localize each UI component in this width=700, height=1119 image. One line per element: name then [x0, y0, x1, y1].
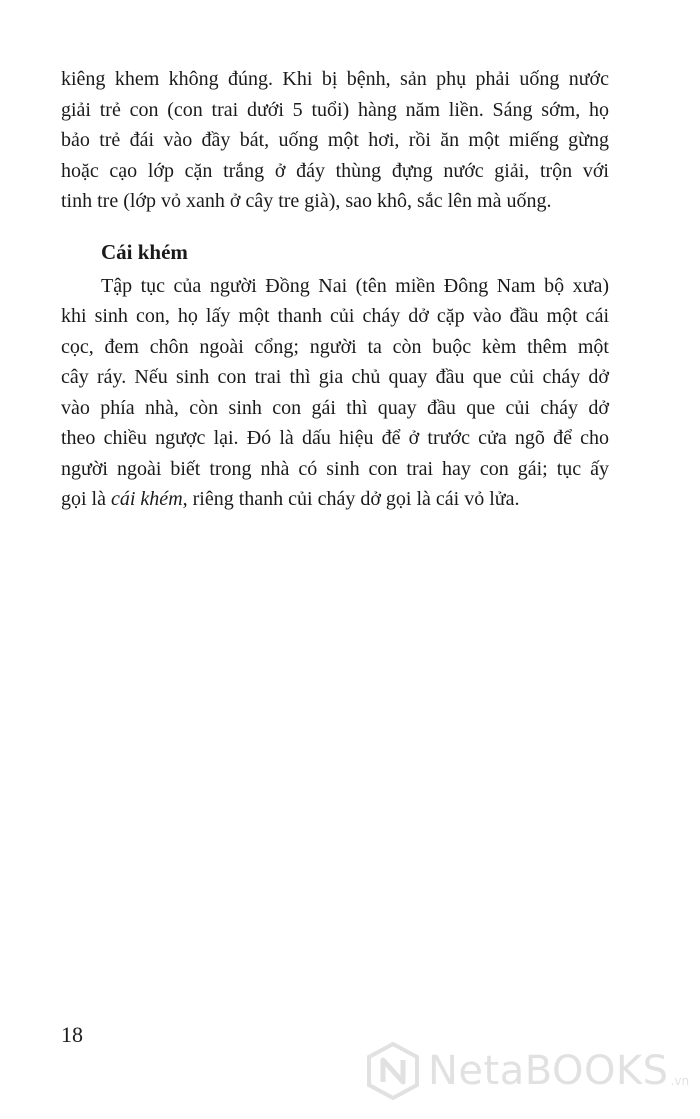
text-fragment: gọi là [61, 488, 111, 510]
section-heading: Cái khém [101, 239, 188, 264]
page-body [61, 64, 609, 515]
paragraph-1 [61, 64, 609, 217]
text-line: Tập tục của người Đồng Nai (tên miền Đông Nam bộ xưa) [101, 274, 609, 297]
text-line: người ngoài biết trong nhà có sinh con trai hay con gái; tục ấy [61, 457, 609, 480]
watermark [366, 1042, 689, 1100]
watermark-text: NetaBOOKS [428, 1048, 669, 1094]
text-line: hoặc cạo lớp cặn trắng ở đáy thùng đựng nước giải, trộn với [61, 159, 609, 182]
page-number: 18 [61, 1022, 83, 1047]
italic-term: cái khém [111, 488, 183, 510]
text-line: bảo trẻ đái vào đầy bát, uống một hơi, rồi ăn một miếng gừng [61, 129, 609, 151]
watermark-suffix: .vn [670, 1074, 690, 1088]
text-line: giải trẻ con (con trai dưới 5 tuổi) hàng năm liền. Sáng sớm, họ [61, 98, 609, 121]
text-fragment: , riêng thanh củi cháy dở gọi là cái vỏ lửa. [182, 488, 520, 510]
text-line: khi sinh con, họ lấy một thanh củi cháy dở cặp vào đầu một cái [61, 305, 609, 327]
text-line: tinh tre (lớp vỏ xanh ở cây tre già), sao khô, sắc lên mà uống. [61, 190, 552, 212]
text-line: vào phía nhà, còn sinh con gái thì quay đầu que củi cháy dở [61, 396, 609, 419]
text-line: cây ráy. Nếu sinh con trai thì gia chủ quay đầu que củi cháy dở [61, 366, 609, 388]
text-line: cọc, đem chôn ngoài cổng; người ta còn buộc kèm thêm một [61, 335, 609, 358]
text-line: theo chiều ngược lại. Đó là dấu hiệu để ở trước cửa ngõ để cho [61, 427, 609, 449]
netabooks-logo-icon [366, 1042, 420, 1100]
text-line: kiêng khem không đúng. Khi bị bệnh, sản phụ phải uống nước [61, 68, 609, 90]
text-line-last [61, 484, 609, 515]
paragraph-2 [61, 271, 609, 515]
